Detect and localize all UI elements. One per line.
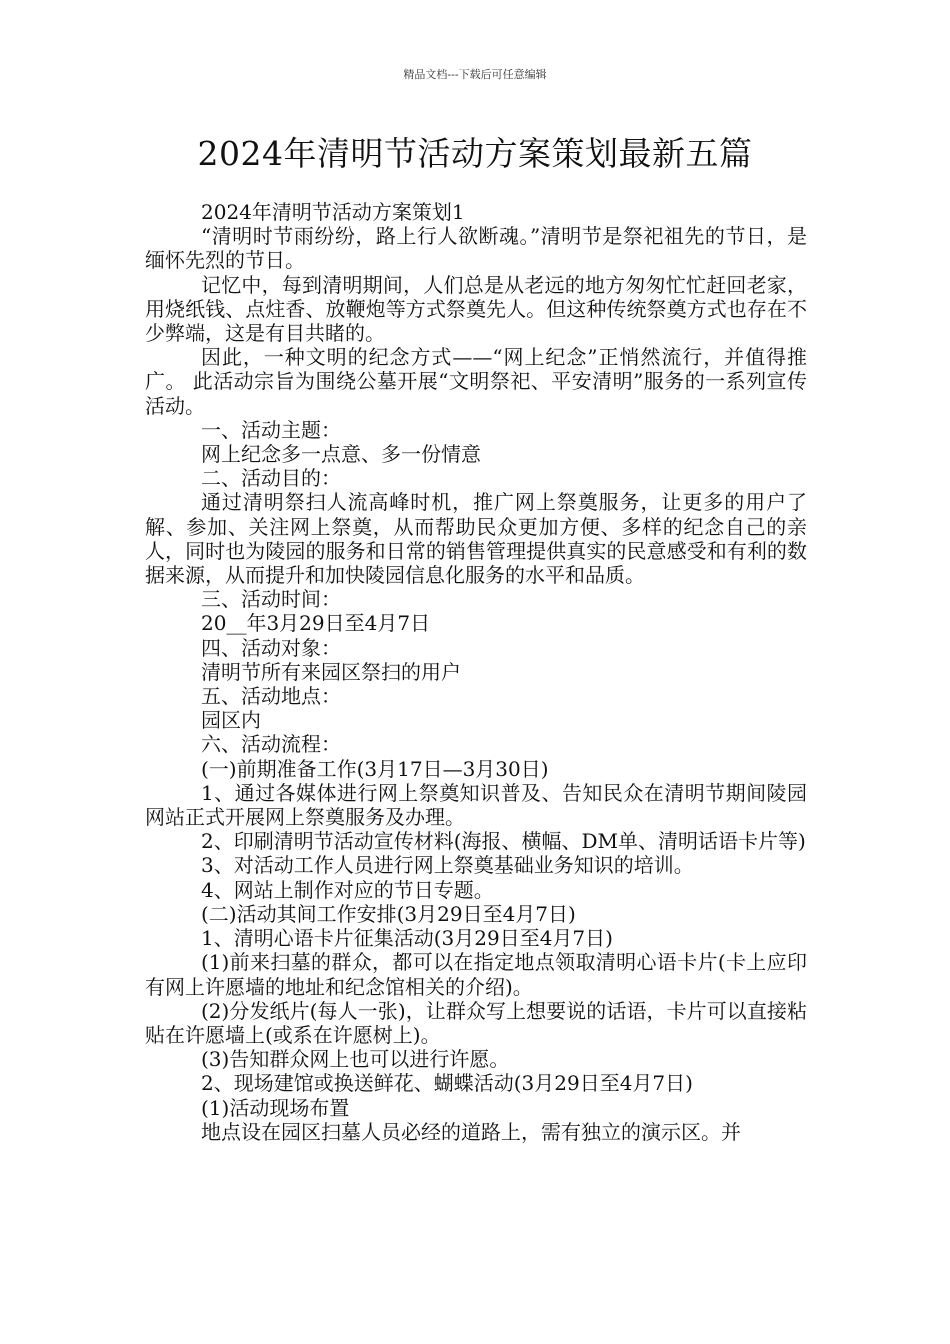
paragraph: (1)活动现场布置 xyxy=(201,1095,350,1120)
section-heading: 一、活动主题： xyxy=(201,417,341,442)
paragraph: 2、印刷清明节活动宣传材料(海报、横幅、DM单、清明话语卡片等) xyxy=(201,829,806,854)
section-heading: 三、活动时间： xyxy=(201,587,341,612)
paragraph: 记忆中，每到清明期间，人们总是从老远的地方匆匆忙忙赶回老家，用烧纸钱、点炷香、放鞭炮等方式祭奠先人。但这种传统祭奠方式也存在不少弊端，这是有目共睹的。 xyxy=(145,272,807,346)
paragraph: 3、对活动工作人员进行网上祭奠基础业务知识的培训。 xyxy=(201,853,694,878)
section-heading: 六、活动流程： xyxy=(201,732,341,757)
paragraph: (二)活动其间工作安排(3月29日至4月7日) xyxy=(201,901,576,926)
paragraph: 园区内 xyxy=(201,708,261,733)
paragraph: 清明节所有来园区祭扫的用户 xyxy=(201,659,461,684)
paragraph: (3)告知群众网上也可以进行许愿。 xyxy=(201,1047,510,1072)
section-heading: 四、活动对象： xyxy=(201,635,341,660)
paragraph: (一)前期准备工作(3月17日—3月30日) xyxy=(201,756,549,781)
document-body xyxy=(145,200,807,1144)
paragraph: 2、现场建馆或换送鲜花、蝴蝶活动(3月29日至4月7日) xyxy=(201,1071,693,1096)
paragraph: 2024年清明节活动方案策划1 xyxy=(201,200,465,224)
paragraph: 4、网站上制作对应的节日专题。 xyxy=(201,877,494,902)
section-heading: 二、活动目的： xyxy=(201,466,341,491)
document-title: 2024年清明节活动方案策划最新五篇 xyxy=(197,134,753,173)
paragraph: 通过清明祭扫人流高峰时机，推广网上祭奠服务，让更多的用户了解、参加、关注网上祭奠，从而帮助民众更加方便、多样的纪念自己的亲人，同时也为陵园的服务和日常的销售管理提供真实的民意感受和有利的数据来源，从而提升和加快陵园信息化服务的水平和品质。 xyxy=(145,490,807,588)
paragraph: 1、通过各媒体进行网上祭奠知识普及、告知民众在清明节期间陵园网站正式开展网上祭奠服务及办理。 xyxy=(145,780,807,830)
paragraph: (1)前来扫墓的群众，都可以在指定地点领取清明心语卡片(卡上应印有网上许愿墙的地址和纪念馆相关的介绍)。 xyxy=(145,950,807,999)
paragraph: (2)分发纸片(每人一张)，让群众写上想要说的话语，卡片可以直接粘贴在许愿墙上(或系在许愿树上)。 xyxy=(145,998,807,1047)
paragraph: 20__年3月29日至4月7日 xyxy=(201,611,431,636)
paragraph: 地点设在园区扫墓人员必经的道路上，需有独立的演示区。并 xyxy=(201,1119,741,1144)
paragraph: “清明时节雨纷纷，路上行人欲断魂。”清明节是祭祀祖先的节日，是缅怀先烈的节日。 xyxy=(145,224,807,273)
page-header-note: 精品文档---下载后可任意编辑 xyxy=(403,68,547,81)
section-heading: 五、活动地点： xyxy=(201,684,341,709)
paragraph: 因此，一种文明的纪念方式——“网上纪念”正悄然流行，并值得推广。 此活动宗旨为围绕公墓开展“文明祭祀、平安清明”服务的一系列宣传活动。 xyxy=(145,345,807,418)
paragraph: 网上纪念多一点意、多一份情意 xyxy=(201,442,481,467)
paragraph: 1、清明心语卡片征集活动(3月29日至4月7日) xyxy=(201,926,613,951)
